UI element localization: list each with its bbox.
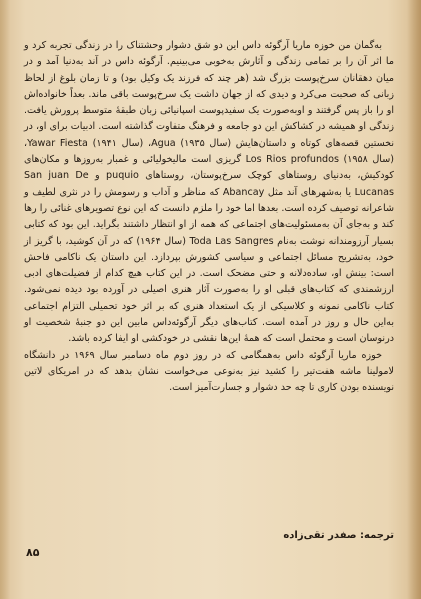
page-shadow-left <box>0 0 10 599</box>
article-paragraph: به‌گمان من خوزه ماریا آرگوئه داس این دو شق دشوار وحشتناک را در زندگی تجربه کرد و ما اثر آن را بر تمامی زندگی و آثارش به‌خوبی می‌بینیم. آرگوئه داس در آند به‌دنیا آمد و در میان دهقانان سرخ‌پوست بزرگ شد (هر چند که فرزند یک وکیل بود) و تا زمان بلوغ از لحاظ زبانی که صحبت می‌کرد و دیدی که از جهان داشت یک سرخ‌پوست باقی ماند. بعداً خانواده‌اش او را باز پس گرفتند و اوبه‌صورت یک سفیدپوست اسپانیائی زبان طبقهٔ متوسط پرورش یافت. زندگی او همیشه در کشاکش این دو جامعه و فرهنگ متفاوت گذاشته است. ادبیات برای او، در نخستین قصه‌های کوتاه و داستان‌هایش (سال ۱۹۳۵) Agua، (سال ۱۹۴۱) Yawar Fiesta، (سال ۱۹۵۸) Los Rios profundos گریزی است مالیخولیائی و غمبار به‌روزها و مکان‌های کودکیش، به‌دنیای روستاهای کوچک سرخ‌پوستان، روستاهای puquio و San juan De Lucanas یا به‌شهرهای آند مثل Abancay که مناظر و آداب و رسومش را در نثری لطیف و شاعرانه توصیف کرده است. بعدها اما خود را ملزم دانست که این نوع تصویرهای غنائی را رها کند و به‌جای آن به‌مسئولیت‌های اجتماعی که همه از او انتظار داشتند بگراید. این بود که کتابی بسیار آرزومندانه نوشت به‌نام Toda Las Sangres (سال ۱۹۶۴) که در آن کوشید، با گریز از خود، به‌تشریح مسائل اجتماعی و سیاسی کشورش بپردازد. این داستان یک ناکامی فاحش است: بینش او، ساده‌دلانه و حتی مضحک است. در این کتاب هیچ کدام از فضیلت‌های ادبی ارزشمندی که کتاب‌های قبلی او را به‌صورت آثار هنری اصیلی در آورده بود دیده نمی‌شود. کتاب ناکامی نمونه و کلاسیکی از یک استعداد هنری که بر اثر خود تحمیلی التزام اجتماعی به‌این حال و روز در آمده است. کتاب‌های دیگر آرگوئه‌داس مابین این دو جنبهٔ شخصیت او درنوسان است و محتمل است که همهٔ این‌ها نقشی در خودکشی او ایفا کرده باشد. <box>24 40 395 345</box>
article-paragraph: خوزه ماریا آرگوئه داس به‌همگامی که در روز دوم ماه دسامبر سال ۱۹۶۹ در دانشگاه لامولینا ماشه هفت‌تیر را کشید نیز به‌نوعی می‌خواست نشان بدهد که در امریکای لاتین نویسنده بودن کاری تا چه حد دشوار و جسارت‌آمیز است. <box>24 349 394 394</box>
page-number: ۸۵ <box>26 546 40 559</box>
page-shadow-right <box>407 0 421 599</box>
translator-credit: ترجمه: صفدر تقی‌زاده <box>283 530 394 541</box>
article-body <box>24 38 394 397</box>
